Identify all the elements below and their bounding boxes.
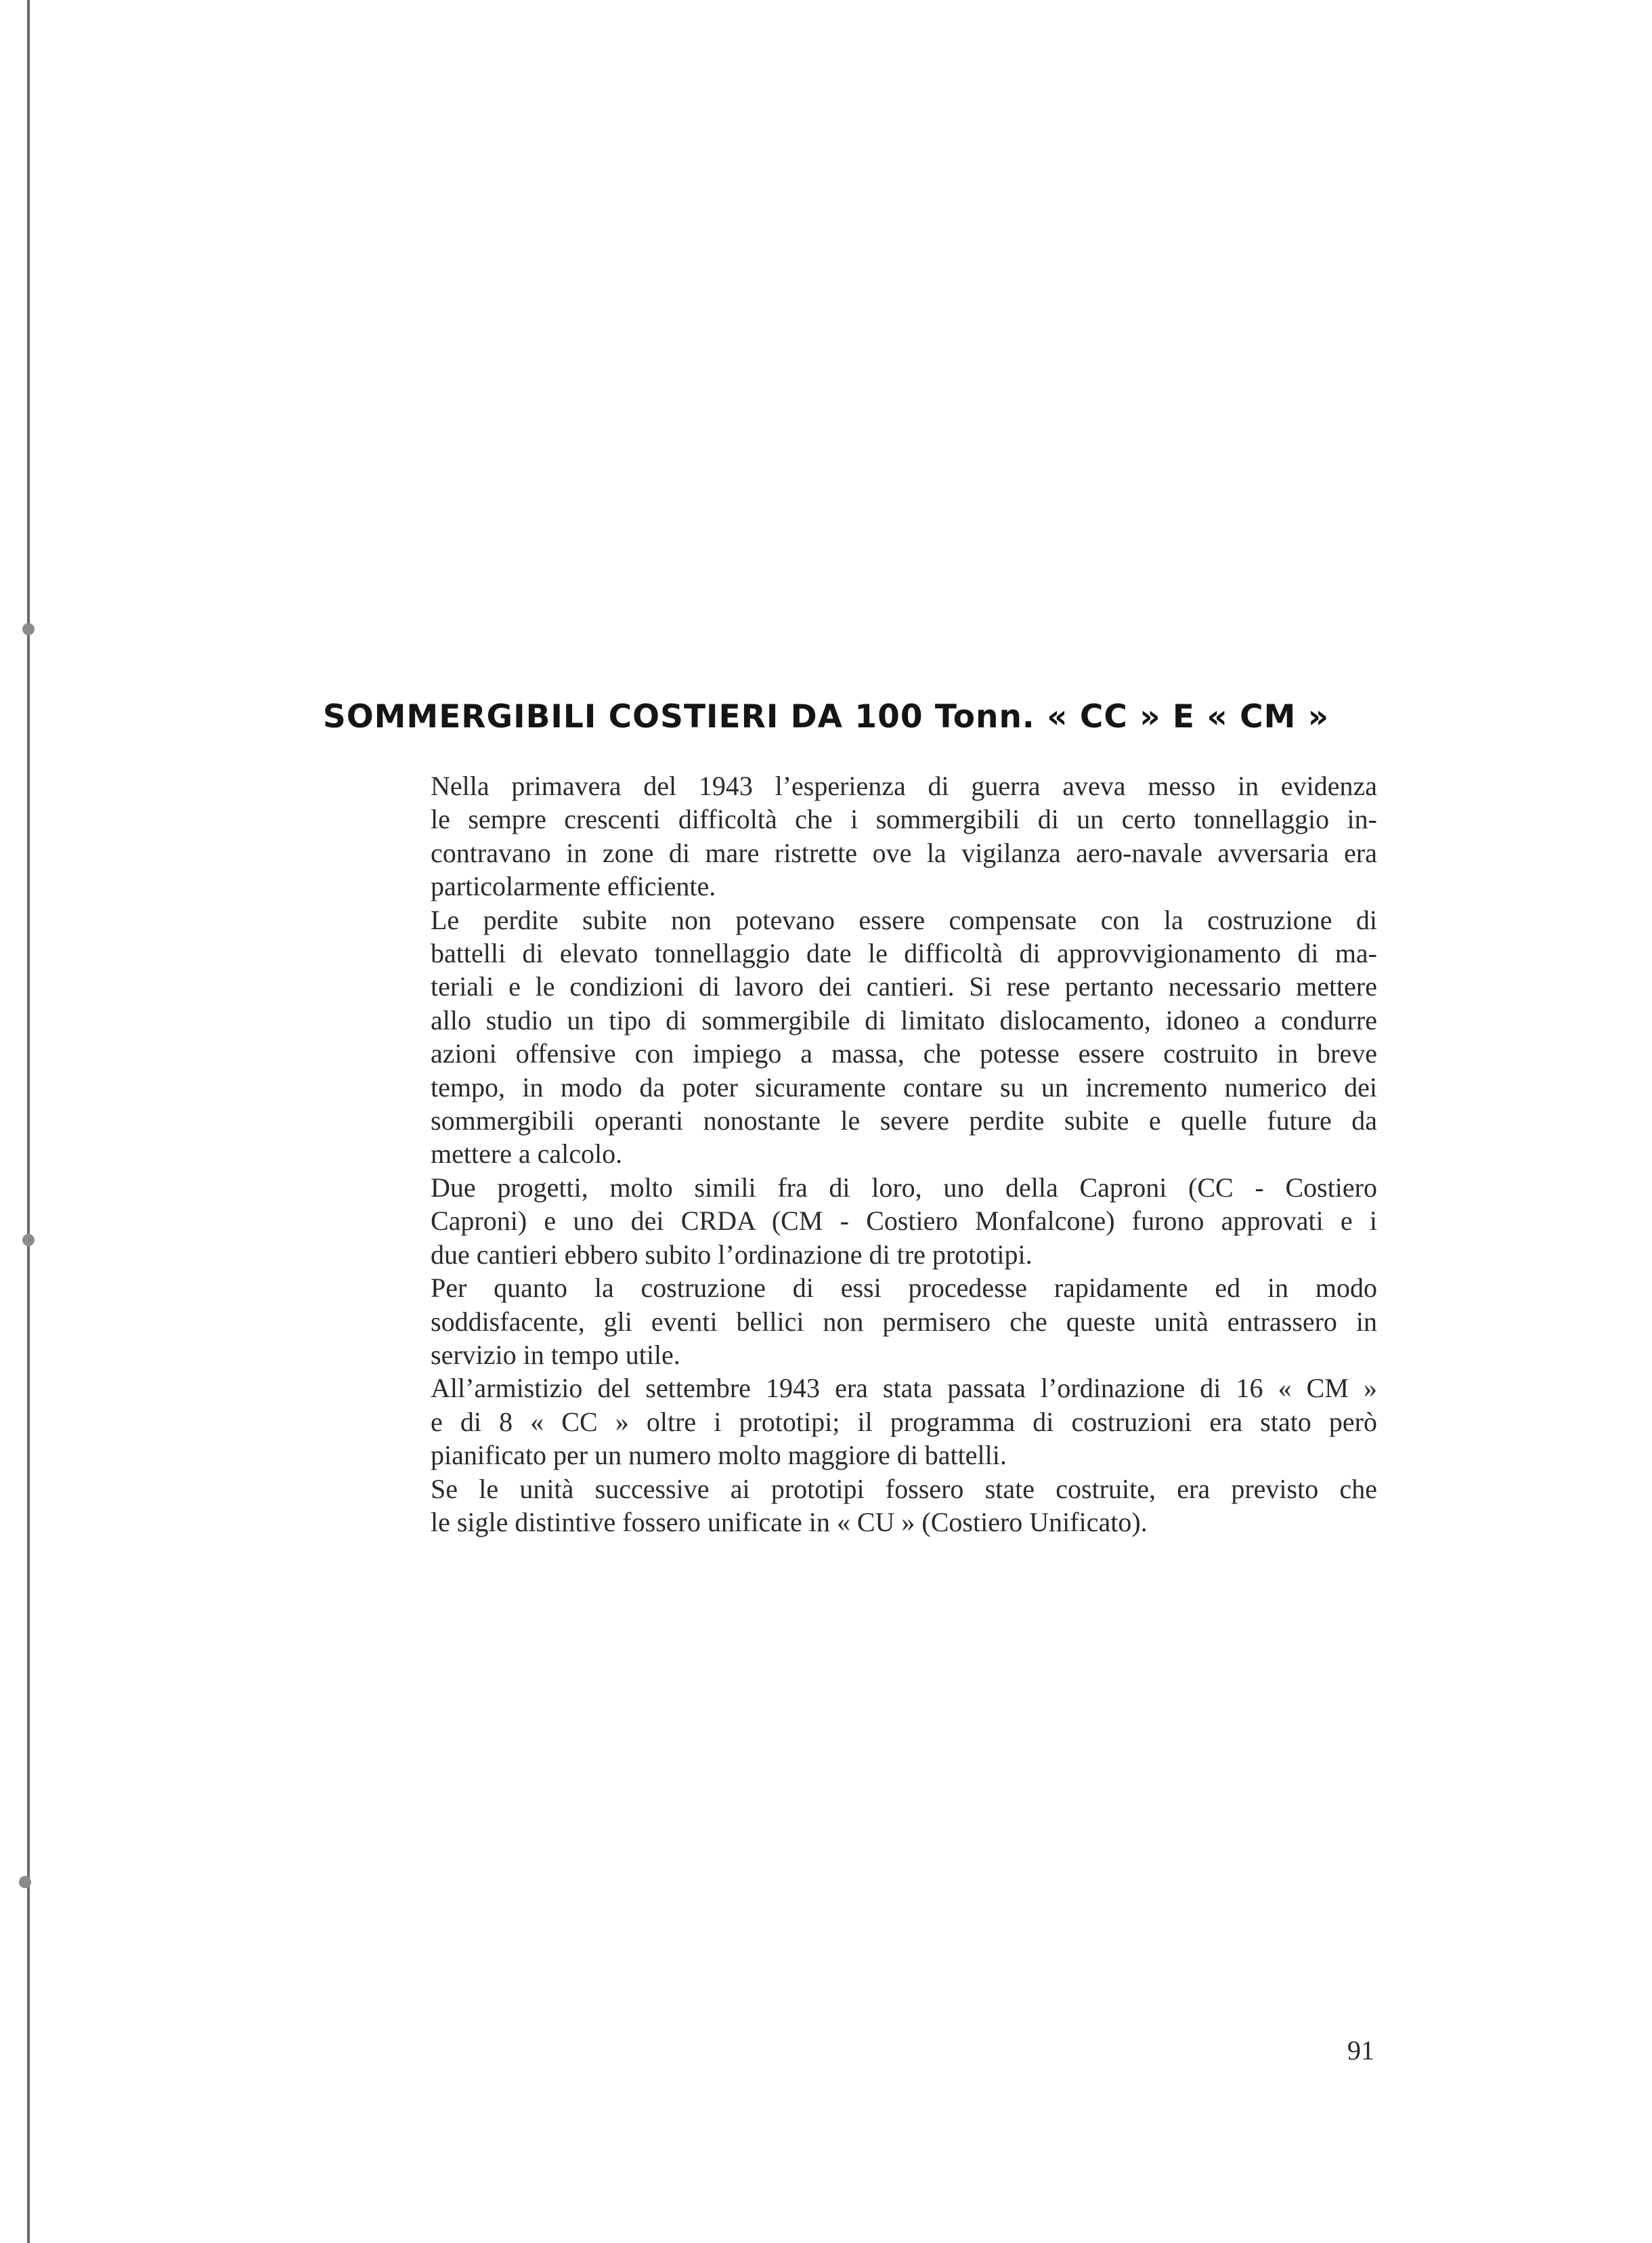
paragraph <box>370 1371 1377 1472</box>
paragraph <box>370 769 1377 903</box>
text-line: allo studio un tipo di sommergibile di limitato dislocamento, idoneo a condurre <box>431 1004 1377 1035</box>
text-line: tempo, in modo da poter sicuramente contare su un incremento numerico dei <box>431 1071 1377 1103</box>
text-line: teriali e le condizioni di lavoro dei cantieri. Si rese pertanto necessario mettere <box>431 971 1377 1002</box>
text-line: due cantieri ebbero subito l’ordinazione di tre prototipi. <box>431 1239 1032 1270</box>
paragraph <box>370 1271 1377 1371</box>
text-line: servizio in tempo utile. <box>431 1339 680 1370</box>
text-line: particolarmente efficiente. <box>431 871 716 902</box>
paragraph <box>370 903 1377 1171</box>
text-line: le sempre crescenti difficoltà che i sommergibili di un certo tonnellaggio in- <box>431 804 1377 835</box>
text-line: battelli di elevato tonnellaggio date le difficoltà di approvvigionamento di ma- <box>431 938 1377 969</box>
text-line: sommergibili operanti nonostante le severe perdite subite e quelle future da <box>431 1105 1377 1136</box>
binding-hole-mark <box>19 1876 31 1888</box>
text-line: Nella primavera del 1943 l’esperienza di guerra aveva messo in evidenza <box>431 771 1377 801</box>
text-line: mettere a calcolo. <box>431 1138 623 1170</box>
paragraph <box>370 1472 1377 1539</box>
text-line: Caproni) e uno dei CRDA (CM - Costiero Monfalcone) furono approvati e i <box>431 1205 1377 1237</box>
page-binding-edge <box>27 0 30 2243</box>
text-line: All’armistizio del settembre 1943 era stata passata l’ordinazione di 16 « CM » <box>431 1373 1377 1404</box>
text-line: e di 8 « CC » oltre i prototipi; il programma di costruzioni era stato però <box>431 1406 1377 1437</box>
text-line: Due progetti, molto simili fra di loro, uno della Caproni (CC - Costiero <box>431 1172 1377 1203</box>
text-line: Per quanto la costruzione di essi procedesse rapidamente ed in modo <box>431 1273 1377 1304</box>
text-line: azioni offensive con impiego a massa, che potesse essere costruito in breve <box>431 1038 1377 1069</box>
text-line: le sigle distintive fossero unificate in « CU » (Costiero Unificato). <box>431 1506 1148 1537</box>
text-line: contravano in zone di mare ristrette ove la vigilanza aero-navale avversaria era <box>431 837 1377 868</box>
body-text <box>370 769 1377 1539</box>
paragraph <box>370 1171 1377 1271</box>
binding-hole-mark <box>22 623 35 635</box>
page-number: 91 <box>1347 2035 1374 2066</box>
binding-hole-mark <box>22 1234 35 1246</box>
page-title: SOMMERGIBILI COSTIERI DA 100 Tonn. « CC » E « CM » <box>322 698 1330 736</box>
text-line: pianificato per un numero molto maggiore di battelli. <box>431 1440 1007 1471</box>
text-line: soddisfacente, gli eventi bellici non permisero che queste unità entrassero in <box>431 1306 1377 1337</box>
text-line: Le perdite subite non potevano essere compensate con la costruzione di <box>431 904 1377 935</box>
text-line: Se le unità successive ai prototipi fossero state costruite, era previsto che <box>431 1473 1377 1504</box>
